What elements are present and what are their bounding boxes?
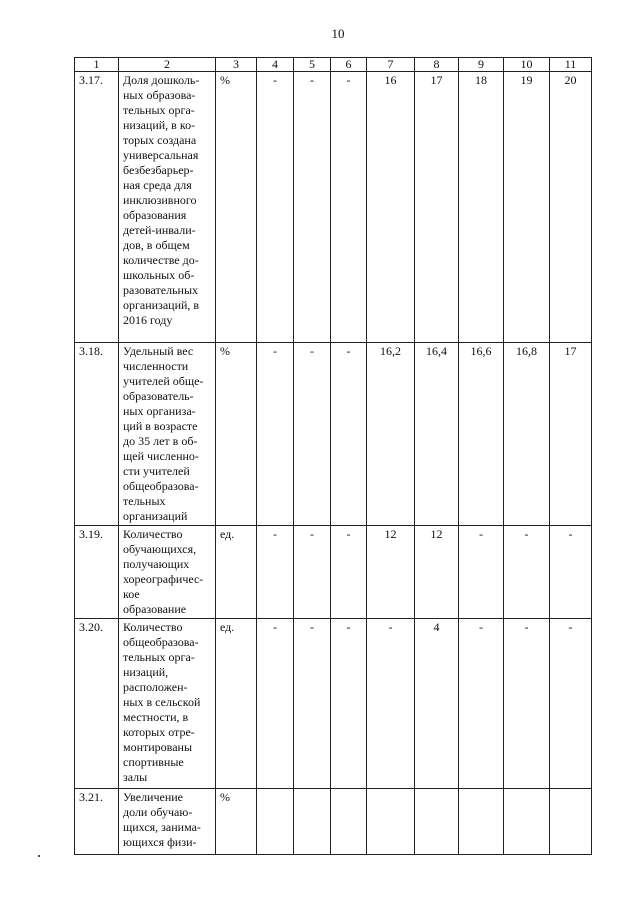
table-row bbox=[75, 526, 592, 619]
value-cell: - bbox=[504, 526, 550, 619]
unit: % bbox=[216, 789, 257, 855]
scan-speck bbox=[38, 855, 40, 857]
value-cell: - bbox=[331, 619, 367, 789]
unit: % bbox=[216, 72, 257, 343]
indicator-name: Доля дошколь- ных образова- тельных орга- низаций, в ко- торых создана универсальная безбезбарьер- ная среда для инклюзивного образования детей-инвали- дов, в общем количестве до- школьных об- разовательных организаций, в 2016 году bbox=[119, 72, 216, 343]
value-cell: 16,6 bbox=[459, 343, 504, 526]
value-cell: 4 bbox=[415, 619, 459, 789]
value-cell: - bbox=[294, 526, 331, 619]
indicator-name: Количество обучающихся, получающих хореографичес- кое образование bbox=[119, 526, 216, 619]
col-header: 7 bbox=[367, 58, 415, 72]
row-number: 3.18. bbox=[75, 343, 119, 526]
row-number: 3.20. bbox=[75, 619, 119, 789]
table-row bbox=[75, 72, 592, 343]
value-cell: 18 bbox=[459, 72, 504, 343]
value-cell: - bbox=[294, 343, 331, 526]
value-cell: - bbox=[367, 619, 415, 789]
col-header: 5 bbox=[294, 58, 331, 72]
value-cell: - bbox=[257, 72, 294, 343]
col-header: 6 bbox=[331, 58, 367, 72]
indicator-name: Количество общеобразова- тельных орга- низаций, расположен- ных в сельской местности, в которых отре- монтированы спортивные залы bbox=[119, 619, 216, 789]
col-header: 4 bbox=[257, 58, 294, 72]
col-header: 10 bbox=[504, 58, 550, 72]
value-cell bbox=[504, 789, 550, 855]
value-cell bbox=[331, 789, 367, 855]
row-number: 3.19. bbox=[75, 526, 119, 619]
value-cell: 17 bbox=[550, 343, 592, 526]
col-header: 3 bbox=[216, 58, 257, 72]
col-header: 2 bbox=[119, 58, 216, 72]
value-cell: 17 bbox=[415, 72, 459, 343]
row-number: 3.21. bbox=[75, 789, 119, 855]
page-number: 10 bbox=[331, 26, 345, 41]
value-cell: 19 bbox=[504, 72, 550, 343]
value-cell: - bbox=[294, 72, 331, 343]
value-cell: - bbox=[257, 619, 294, 789]
value-cell: - bbox=[504, 619, 550, 789]
value-cell: - bbox=[294, 619, 331, 789]
value-cell: - bbox=[459, 526, 504, 619]
col-header: 9 bbox=[459, 58, 504, 72]
unit: ед. bbox=[216, 619, 257, 789]
value-cell: 12 bbox=[367, 526, 415, 619]
value-cell: 20 bbox=[550, 72, 592, 343]
value-cell bbox=[257, 789, 294, 855]
col-header: 8 bbox=[415, 58, 459, 72]
value-cell: - bbox=[257, 526, 294, 619]
value-cell: 16,4 bbox=[415, 343, 459, 526]
value-cell: 16,8 bbox=[504, 343, 550, 526]
value-cell bbox=[550, 789, 592, 855]
value-cell bbox=[294, 789, 331, 855]
value-cell: 16 bbox=[367, 72, 415, 343]
indicator-name: Увеличение доли обучаю- щихся, занима- ющихся физи- bbox=[119, 789, 216, 855]
table-row bbox=[75, 343, 592, 526]
unit: % bbox=[216, 343, 257, 526]
row-number: 3.17. bbox=[75, 72, 119, 343]
value-cell bbox=[459, 789, 504, 855]
header-row bbox=[75, 58, 592, 72]
unit: ед. bbox=[216, 526, 257, 619]
indicator-name: Удельный вес численности учителей обще- образователь- ных организа- ций в возрасте до 35 лет в об- щей численно- сти учителей общеобразова- тельных организаций bbox=[119, 343, 216, 526]
table-row bbox=[75, 789, 592, 855]
value-cell bbox=[415, 789, 459, 855]
value-cell: - bbox=[550, 526, 592, 619]
value-cell: - bbox=[331, 72, 367, 343]
value-cell: - bbox=[459, 619, 504, 789]
value-cell bbox=[367, 789, 415, 855]
value-cell: 16,2 bbox=[367, 343, 415, 526]
value-cell: - bbox=[331, 343, 367, 526]
col-header: 11 bbox=[550, 58, 592, 72]
value-cell: - bbox=[331, 526, 367, 619]
value-cell: 12 bbox=[415, 526, 459, 619]
value-cell: - bbox=[550, 619, 592, 789]
indicators-table bbox=[74, 57, 592, 855]
table-row bbox=[75, 619, 592, 789]
col-header: 1 bbox=[75, 58, 119, 72]
value-cell: - bbox=[257, 343, 294, 526]
